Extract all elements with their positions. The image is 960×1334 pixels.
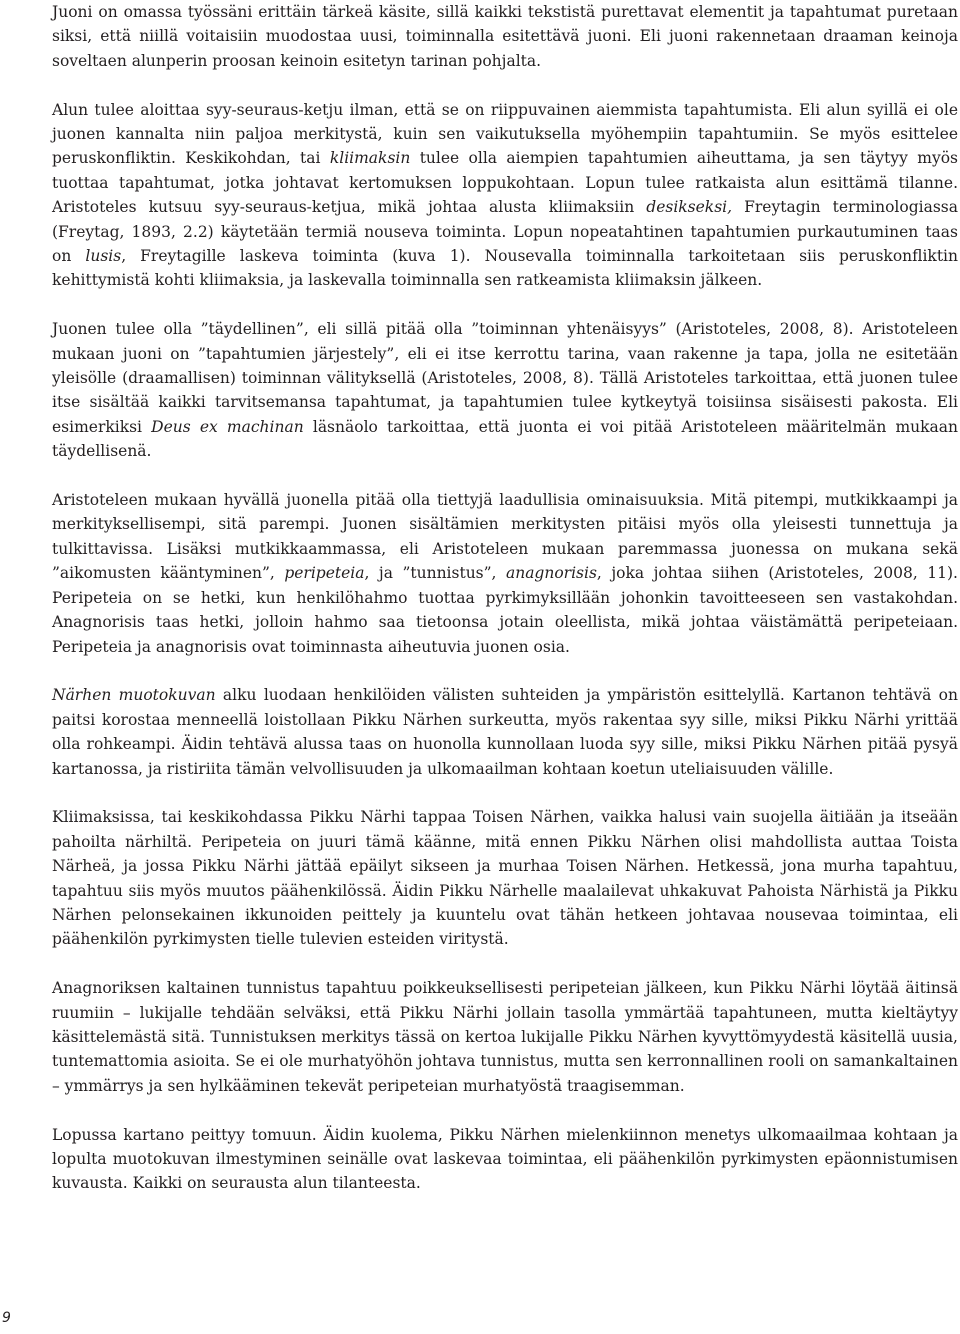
text-run: Alun tulee aloittaa syy-seuraus-ketju ilman, että se on riippuvainen aiemmista tapahtumista. Eli alun syillä ei ole juonen kannalta niin paljoa merkitystä, kuin sen vaikutuksella myöhempiin tapahtumiin. Se myös esittelee peruskonfliktin. Keskikohdan, tai [52, 100, 958, 168]
text-run: , Freytagille laskeva toiminta (kuva 1). Nousevalla toiminnalla tarkoitetaan siis peruskonfliktin kehittymistä kohti kliimaksia, ja laskevalla toiminnalla sen ratkeamista kliimaksin jälkeen. [52, 247, 958, 290]
text-run: tulee olla aiempien tapahtumien aiheuttama, ja sen täytyy myös tuottaa tapahtumat, jotka johtavat kertomuksen loppukohtaan. Lopun tulee ratkaista alun esittämä tilanne. Aristoteles kutsuu syy-seuraus-ketjua, mikä johtaa alusta kliimaksiin [52, 149, 959, 217]
text-run: , ja ”tunnistus”, [364, 564, 506, 583]
italic-term: lusis [85, 247, 122, 266]
text-run: Freytagin terminologiassa (Freytag, 1893, 2.2) käytetään termiä nouseva toiminta. Lopun nopeatahtinen tapahtumien purkautuminen taas on [52, 198, 958, 266]
italic-term: anagnorisis [505, 564, 597, 583]
italic-term: peripeteia [284, 564, 365, 583]
text-run: , joka johtaa siihen (Aristoteles, 2008, 11). Peripeteia on se hetki, kun henkilöhahmo tuottaa pyrkimyksillään johonkin tavoitteeseen sen vastakohdan. Anagnorisis taas hetki, jolloin hahmo saa tietoonsa jotain oleellista, mikä johtaa väistämättä peripeteiaan. Peripeteia ja anagnorisis ovat toiminnasta aiheutuvia juonen osia. [52, 564, 958, 656]
italic-term: Deus ex machinan [151, 417, 304, 436]
body-text [52, 0, 958, 1220]
text-run: alku luodaan henkilöiden välisten suhteiden ja ympäristön esittelyllä. Kartanon tehtävä on paitsi korostaa menneellä loistollaan Pikku Närhen surkeutta, myös rakentaa syy sille, miksi Pikku Närhi yrittää olla rohkeampi. Äidin tehtävä alussa taas on huonolla kunnollaan luoda syy sille, miksi Pikku Närhen pitää pysyä kartanossa, ja ristiriita tämän velvollisuuden ja ulkomaailman kohtaan koetun uteliaisuuden välille. [52, 686, 958, 778]
text-run: Kliimaksissa, tai keskikohdassa Pikku Närhi tappaa Toisen Närhen, vaikka halusi vain suojella äitiään ja itseään pahoilta närhiltä. Peripeteia on juuri tämä käänne, mitä ennen Pikku Närhen olisi mahdollista auttaa Toista Närheä, ja jossa Pikku Närhi jättää epäilyt sikseen ja murhaa Toisen Närhen. Hetkessä, jona murha tapahtuu, tapahtuu siis myös muutos päähenkilössä. Äidin Pikku Närhelle maalailevat uhkakuvat Pahoista Närhistä ja Pikku Närhen pelonsekainen ikkunoiden peittely ja kuuntelu ovat tähän hetkeen johtavaa nousevaa toimintaa, eli päähenkilön pyrkimysten tielle tulevien esteiden viritystä. [52, 808, 958, 949]
paragraph [52, 317, 958, 463]
paragraph [52, 805, 958, 951]
paragraph [52, 98, 958, 293]
italic-term: desikseksi, [646, 198, 733, 217]
paragraph [52, 1123, 958, 1196]
italic-term: kliimaksin [329, 149, 411, 168]
text-run: Aristoteleen mukaan hyvällä juonella pitää olla tiettyjä laadullisia ominaisuuksia. Mitä pitempi, mutkikkaampi ja merkityksellisempi, sitä parempi. Juonen sisältämien merkitysten pitäisi myös olla yleisesti tunnettuja ja tulkittavissa. Lisäksi mutkikkaammassa, eli Aristoteleen mukaan paremmassa juonessa on mukana sekä ”aikomusten kääntyminen”, [52, 491, 958, 583]
text-run: Juoni on omassa työssäni erittäin tärkeä käsite, sillä kaikki tekstistä purettavat elementit ja tapahtumat puretaan siksi, että niillä voitaisiin muodostaa uusi, toiminnalla esitettävä juoni. Eli juoni rakennetaan draaman keinoja soveltaen alunperin proosan keinoin esitetyn tarinan pohjalta. [52, 3, 958, 70]
paragraph [52, 683, 958, 781]
paragraph [52, 488, 958, 659]
text-run: Juonen tulee olla ”täydellinen”, eli sillä pitää olla ”toiminnan yhtenäisyys” (Aristoteles, 2008, 8). Aristoteleen mukaan juoni on ”tapahtumien järjestely”, eli ei itse kerrottu tarina, vaan rakenne ja tapa, jolla ne esitetään yleisölle (draamallisen) toiminnan välityksellä (Aristoteles, 2008, 8). Tällä Aristoteles tarkoittaa, että juonen tulee itse sisältää kaikki tarvitsemansa tapahtumat, ja tapahtumien tulee kytkeytyä toisiinsa sisäisesti pakosta. Eli esimerkiksi [52, 320, 958, 436]
text-run: Lopussa kartano peittyy tomuun. Äidin kuolema, Pikku Närhen mielenkiinnon menetys ulkomaailmaa kohtaan ja lopulta muotokuvan ilmestyminen seinälle ovat laskevaa toimintaa, eli päähenkilön pyrkimysten epäonnistumisen kuvausta. Kaikki on seurausta alun tilanteesta. [52, 1125, 958, 1193]
italic-term: Närhen muotokuvan [52, 686, 216, 705]
page-number: 9 [2, 1310, 11, 1326]
paragraph [52, 976, 958, 1098]
paragraph [52, 0, 958, 73]
text-run: läsnäolo tarkoittaa, että juonta ei voi pitää Aristoteleen määritelmän mukaan täydellisenä. [52, 417, 958, 461]
text-run: Anagnoriksen kaltainen tunnistus tapahtuu poikkeuksellisesti peripeteian jälkeen, kun Pikku Närhi löytää äitinsä ruumiin – lukijalle tehdään selväksi, että Pikku Närhi jollain tasolla ymmärtää tapahtuneen, mutta kieltäytyy käsittelemästä sitä. Tunnistuksen merkitys tässä on kertoa lukijalle Pikku Närhen kyvyttömyydestä käsitellä uusia, tuntemattomia asioita. Se ei ole murhatyöhön johtava tunnistus, mutta sen kerronnallinen rooli on samankaltainen – ymmärrys ja sen hylkääminen tekevät peripeteian murhatyöstä traagisemman. [52, 979, 958, 1095]
